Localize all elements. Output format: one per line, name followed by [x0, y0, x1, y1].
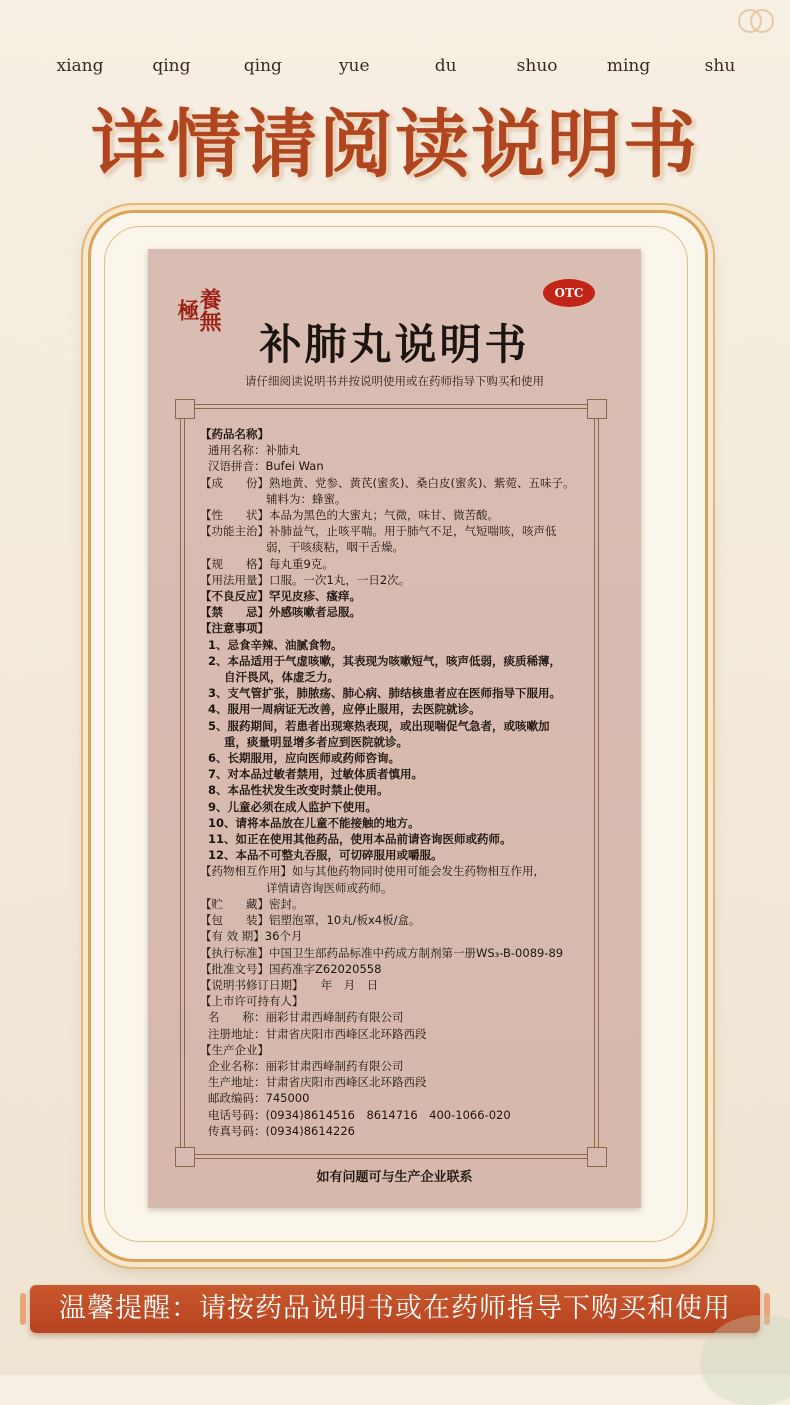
leaflet-line: 辅料为：蜂蜜。 [266, 491, 347, 506]
leaflet-line: 8、本品性状发生改变时禁止使用。 [208, 783, 389, 798]
pinyin-syllable: shu [704, 56, 736, 76]
leaflet-line: 【注意事项】 [200, 621, 269, 636]
decorative-rings-icon [730, 6, 780, 36]
leaflet-line: 邮政编码：745000 [208, 1091, 310, 1106]
pinyin-row [40, 56, 760, 76]
document-title: 补肺丸说明书 [259, 320, 530, 369]
leaflet-line: 【用法用量】口服。一次1丸，一日2次。 [200, 572, 411, 587]
leaflet-line: 5、服药期间，若患者出现寒热表现，或出现喘促气急者，或咳嗽加 [208, 718, 550, 733]
leaflet-line: 【执行标准】中国卫生部药品标准中药成方制剂第一册WS₃-B-0089-89 [200, 945, 564, 960]
leaflet-line: 通用名称：补肺丸 [208, 443, 300, 458]
leaflet-line: 【不良反应】罕见皮疹、瘙痒。 [200, 589, 361, 604]
leaflet-line: 企业名称：丽彩甘肃西峰制药有限公司 [208, 1058, 404, 1073]
leaflet-line: 【批准文号】国药准字Z62020558 [200, 961, 382, 976]
pinyin-syllable: qing [152, 56, 191, 76]
leaflet-line: 重，痰量明显增多者应到医院就诊。 [224, 734, 408, 749]
leaflet-line: 【有 效 期】36个月 [200, 929, 303, 944]
brand-logo-text: 養無極 [174, 288, 222, 332]
contact-note: 如有问题可与生产企业联系 [316, 1170, 473, 1185]
leaflet-line: 详情请咨询医师或药师。 [266, 880, 393, 895]
leaflet-line: 【上市许可持有人】 [200, 994, 304, 1009]
leaflet-line: 【生产企业】 [200, 1042, 269, 1057]
leaflet-line: 12、本品不可整丸吞服，可切碎服用或嚼服。 [208, 848, 443, 863]
leaflet-line: 4、服用一周病证无改善，应停止服用，去医院就诊。 [208, 702, 481, 717]
leaflet-line: 10、请将本品放在儿童不能接触的地方。 [208, 815, 420, 830]
leaflet-line: 【说明书修订日期】 年 月 日 [200, 977, 379, 992]
leaflet-line: 生产地址：甘肃省庆阳市西峰区北环路西段 [208, 1075, 427, 1090]
leaflet-line: 【规 格】每丸重9克。 [200, 556, 334, 571]
leaflet-line: 弱，干咳痰粘，咽干舌燥。 [266, 540, 404, 555]
leaflet-line: 自汗畏风，体虚乏力。 [224, 670, 339, 685]
pinyin-syllable: ming [606, 56, 651, 76]
leaflet-line: 3、支气管扩张，肺脓疡、肺心病、肺结核患者应在医师指导下服用。 [208, 686, 561, 701]
leaflet-line: 【性 状】本品为黑色的大蜜丸；气微，味甘、微苦酸。 [200, 508, 499, 523]
corner-ornament-icon [587, 1147, 607, 1167]
leaflet-line: 1、忌食辛辣、油腻食物。 [208, 637, 343, 652]
leaflet-line: 【包 装】铝塑泡罩，10丸/板x4板/盒。 [200, 913, 421, 928]
leaflet-line: 【药物相互作用】如与其他药物同时使用可能会发生药物相互作用， [200, 864, 545, 879]
leaflet-line: 11、如正在使用其他药品，使用本品前请咨询医师或药师。 [208, 832, 512, 847]
leaflet-line: 2、本品适用于气虚咳嗽，其表现为咳嗽短气，咳声低弱，痰质稀薄， [208, 653, 561, 668]
corner-ornament-icon [587, 399, 607, 419]
leaflet-line: 9、儿童必须在成人监护下使用。 [208, 799, 377, 814]
leaflet-line: 电话号码：(0934)8614516 8614716 400-1066-020 [208, 1107, 511, 1122]
leaflet-line: 【药品名称】 [200, 427, 269, 441]
leaflet-line: 6、长期服用，应向医师或药师咨询。 [208, 751, 400, 766]
leaflet-line: 注册地址：甘肃省庆阳市西峰区北环路西段 [208, 1026, 427, 1041]
leaflet-line: 【禁 忌】外感咳嗽者忌服。 [200, 605, 361, 620]
otc-badge: OTC [543, 279, 595, 307]
corner-ornament-icon [175, 399, 195, 419]
leaflet-line: 【贮 藏】密封。 [200, 896, 304, 911]
leaflet-line: 名 称：丽彩甘肃西峰制药有限公司 [208, 1010, 404, 1025]
leaflet-line: 【成 份】熟地黄、党参、黄芪(蜜炙)、桑白皮(蜜炙)、紫菀、五味子。 [200, 475, 575, 490]
leaflet-line: 7、对本品过敏者禁用，过敏体质者慎用。 [208, 767, 423, 782]
document-notice: 请仔细阅读说明书并按说明使用或在药师指导下购买和使用 [245, 374, 544, 388]
reminder-banner: 温馨提醒：请按药品说明书或在药师指导下购买和使用 [30, 1285, 760, 1333]
pinyin-syllable: xiang [56, 56, 104, 76]
leaflet-body [200, 426, 590, 1139]
pinyin-syllable: shuo [516, 56, 558, 76]
leaflet-line: 汉语拼音：Bufei Wan [208, 459, 324, 474]
pinyin-syllable: du [434, 56, 457, 76]
hero-title: 详情请阅读说明书 [91, 102, 699, 188]
pinyin-syllable: qing [243, 56, 282, 76]
leaflet-line: 【功能主治】补肺益气，止咳平喘。用于肺气不足，气短喘咳，咳声低 [200, 524, 557, 539]
pinyin-syllable: yue [338, 56, 370, 76]
corner-ornament-icon [175, 1147, 195, 1167]
leaflet-line: 传真号码：(0934)8614226 [208, 1123, 355, 1138]
